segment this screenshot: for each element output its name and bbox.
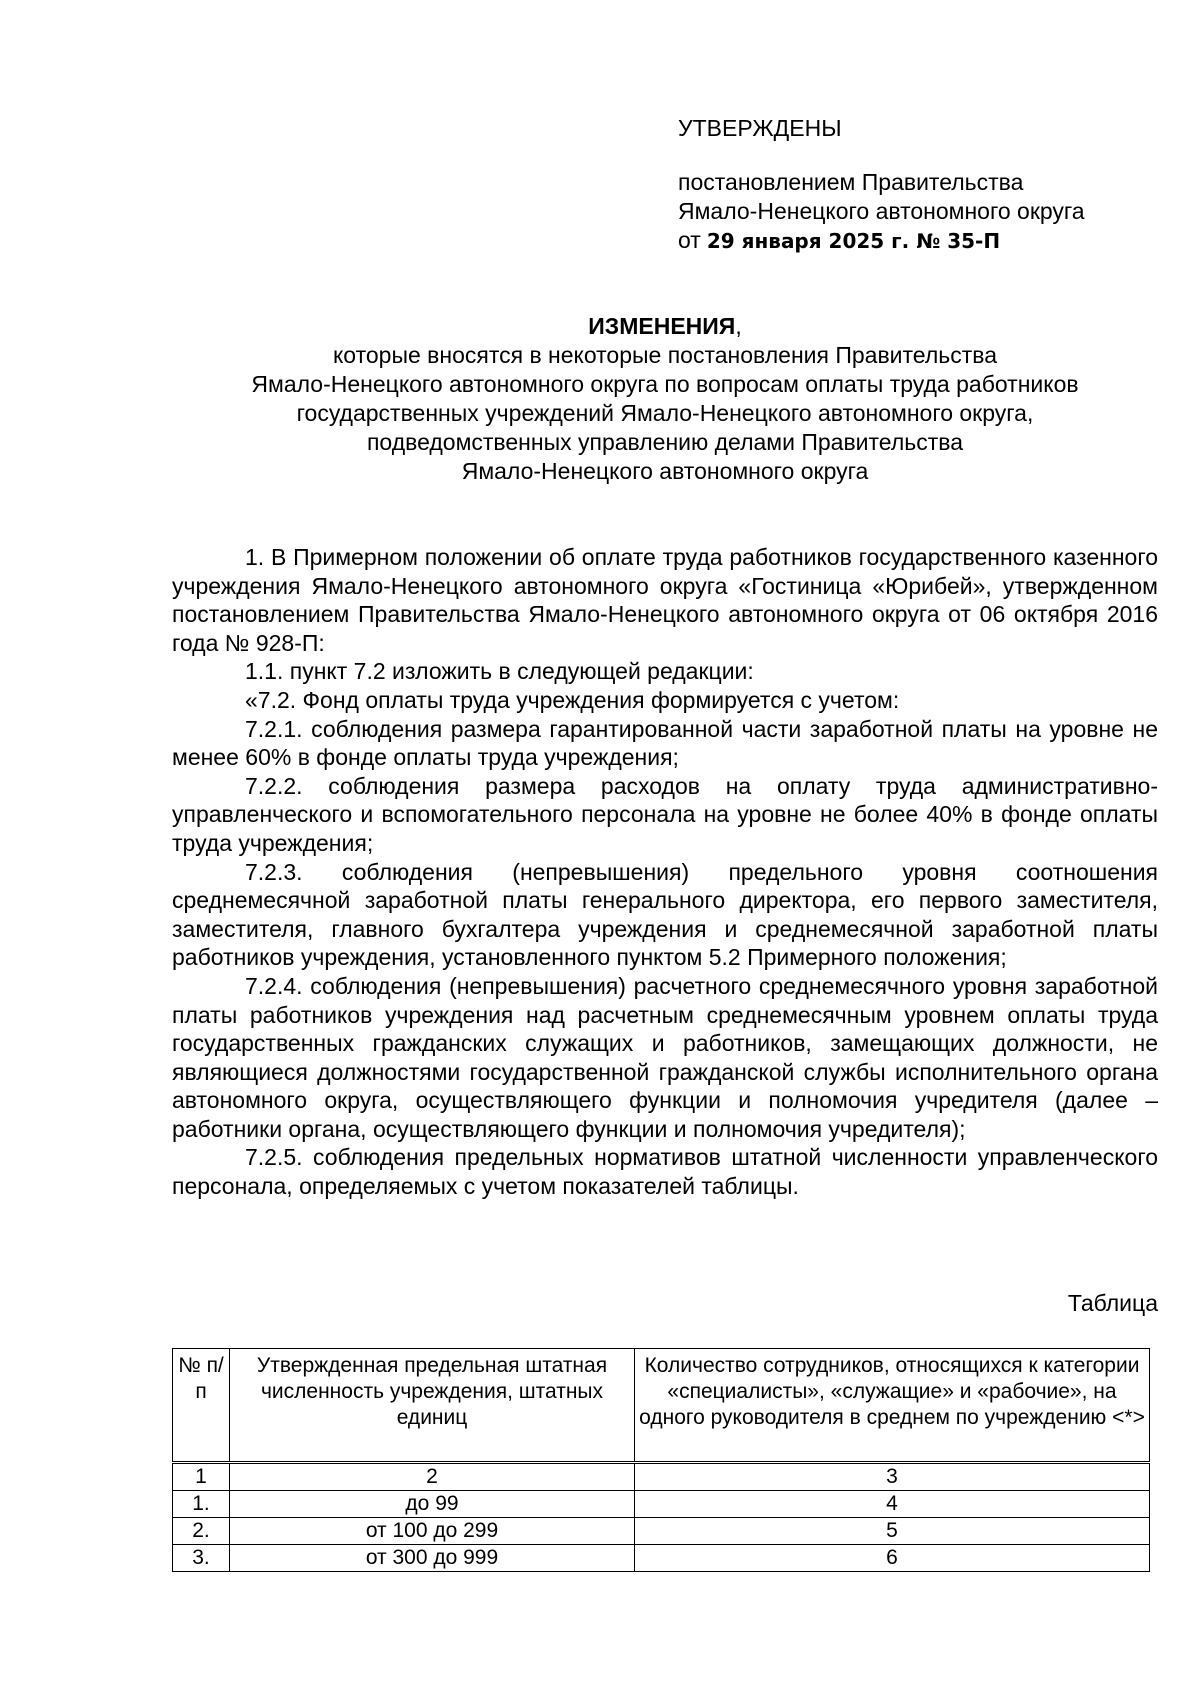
approval-dateline	[678, 226, 1158, 256]
subtitle-line: которые вносятся в некоторые постановления Правительства	[332, 342, 998, 368]
paragraph: 1.1. пункт 7.2 изложить в следующей редакции:	[245, 658, 754, 685]
subtitle-line: Ямало-Ненецкого автономного округа	[461, 458, 869, 484]
document-title-suffix: ,	[735, 313, 742, 339]
table-row	[173, 1491, 1150, 1518]
approval-line-2: Ямало-Ненецкого автономного округа	[678, 198, 1085, 224]
document-subtitle	[172, 341, 1158, 486]
staffing-norms-table	[172, 1348, 1150, 1572]
table-cell: от 100 до 299	[230, 1518, 635, 1545]
paragraph: 7.2.5. соблюдения предельных нормативов штатной численности управленческого персонала, определяемых с учетом показателей таблицы.	[172, 1144, 1158, 1200]
document-title	[172, 312, 1158, 341]
approval-block	[678, 114, 1158, 256]
table-cell: 1.	[173, 1491, 230, 1518]
document-heading	[172, 312, 1158, 486]
table-cell: 3	[635, 1463, 1150, 1491]
paragraph: 7.2.2. соблюдения размера расходов на оплату труда административно-управленческого и вспомогательного персонала на уровне не более 40% в фонде оплаты труда учреждения;	[172, 772, 1158, 856]
subtitle-line: подведомственных управлению делами Правительства	[366, 429, 964, 455]
table-row	[173, 1545, 1150, 1572]
paragraph: 7.2.3. соблюдения (непревышения) предельного уровня соотношения среднемесячной заработной платы генерального директора, его первого заместителя, заместителя, главного бухгалтера учреждения и среднемесячной заработной платы работников учреждения, установленного пунктом 5.2 Примерного положения;	[172, 858, 1158, 971]
header-employees-per-manager: Количество сотрудников, относящихся к категории «специалисты», «служащие» и «рабочие», на одного руководителя в среднем по учреждению <*>	[635, 1349, 1150, 1463]
approval-stamp: УТВЕРЖДЕНЫ	[678, 115, 842, 141]
document-title-text: ИЗМЕНЕНИЯ	[588, 313, 736, 339]
paragraph: 7.2.1. соблюдения размера гарантированной части заработной платы на уровне не менее 60% в фонде оплаты труда учреждения;	[172, 715, 1158, 771]
table-cell: до 99	[230, 1491, 635, 1518]
paragraph: 1. В Примерном положении об оплате труда работников государственного казенного учреждения Ямало-Ненецкого автономного округа «Гостиница «Юрибей», утвержденном постановлением Правительства Ямало-Ненецкого автономного округа от 06 октября 2016 года № 928-П:	[172, 544, 1158, 656]
table-cell: 6	[635, 1545, 1150, 1572]
table-header-row	[173, 1349, 1150, 1463]
table-caption: Таблица	[1067, 1290, 1158, 1316]
table-cell: 4	[635, 1491, 1150, 1518]
table-cell: 2	[230, 1463, 635, 1491]
table-cell: 3.	[173, 1545, 230, 1572]
header-staff-limit: Утвержденная предельная штатная численность учреждения, штатных единиц	[230, 1349, 635, 1463]
table-cell: 2.	[173, 1518, 230, 1545]
column-number-row	[173, 1463, 1150, 1491]
paragraph: «7.2. Фонд оплаты труда учреждения формируется с учетом:	[245, 686, 900, 713]
table-row	[173, 1518, 1150, 1545]
approval-from: от	[678, 227, 701, 253]
paragraph: 7.2.4. соблюдения (непревышения) расчетного среднемесячного уровня заработной платы работников учреждения над расчетным среднемесячным уровнем оплаты труда государственных гражданских служащих и работников, замещающих должности, не являющиеся должностями государственной гражданской службы исполнительного органа автономного округа, осуществляющего функции и полномочия учредителя (далее – работники органа, осуществляющего функции и полномочия учредителя);	[172, 972, 1158, 1142]
header-number: № п/п	[173, 1349, 230, 1463]
table-cell: от 300 до 999	[230, 1545, 635, 1572]
approval-line-1: постановлением Правительства	[678, 169, 1024, 195]
subtitle-line: государственных учреждений Ямало-Ненецкого автономного округа,	[296, 400, 1034, 426]
table-cell: 1	[173, 1463, 230, 1491]
subtitle-line: Ямало-Ненецкого автономного округа по вопросам оплаты труда работников	[251, 371, 1079, 397]
table-cell: 5	[635, 1518, 1150, 1545]
document-body	[172, 543, 1158, 1201]
approval-date-number: 29 января 2025 г. № 35-П	[706, 229, 1001, 253]
